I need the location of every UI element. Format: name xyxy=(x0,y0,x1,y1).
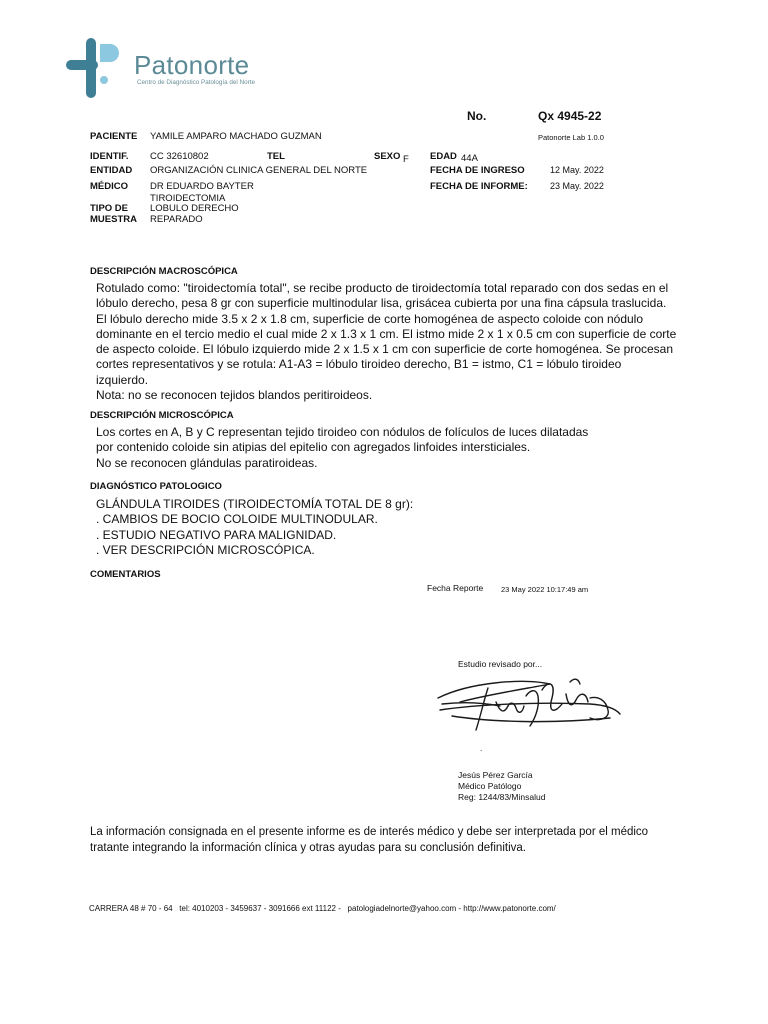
patonorte-logo xyxy=(64,36,264,100)
micro-title: DESCRIPCIÓN MICROSCÓPICA xyxy=(90,410,234,421)
diag-line: . ESTUDIO NEGATIVO PARA MALIGNIDAD. xyxy=(96,527,337,542)
sexo-label: SEXO xyxy=(374,151,401,162)
comentarios-title: COMENTARIOS xyxy=(90,569,161,580)
sexo-value: F xyxy=(403,154,409,165)
macro-line: lóbulo derecho, pesa 8 gr con superficie multinodular lisa, grisácea cubierta por una fina cápsula traslucida. xyxy=(96,296,667,311)
diagnostico-text xyxy=(96,497,696,558)
brand-name: Patonorte xyxy=(134,50,250,80)
micro-line: Los cortes en A, B y C representan tejido tiroideo con nódulos de folículos de luces dilatadas xyxy=(96,425,589,439)
micro-line: por contenido coloide sin atipias del epitelio con agregados linfoides intersticiales. xyxy=(96,440,531,455)
micro-line: No se reconocen glándulas paratiroideas. xyxy=(96,455,318,470)
diagnostico-title: DIAGNÓSTICO PATOLOGICO xyxy=(90,481,222,492)
macro-line: izquierdo. xyxy=(96,372,149,387)
tel-label: TEL xyxy=(267,151,285,162)
disclaimer-line: tratante integrando la información clínica y otras ayudas para su conclusión definitiva. xyxy=(90,841,526,854)
edad-label: EDAD xyxy=(430,151,457,162)
signature-dot: . xyxy=(480,744,483,753)
entidad-value: ORGANIZACIÓN CLINICA GENERAL DEL NORTE xyxy=(150,165,368,176)
edad-value: 44A xyxy=(461,153,478,164)
macro-line: de aspecto coloide. El lóbulo izquierdo mide 2 x 1.5 x 1 cm con superficie de corte homogénea. Se procesan xyxy=(96,342,674,357)
identif-value: CC 32610802 xyxy=(150,151,209,162)
medico-label: MÉDICO xyxy=(90,181,128,192)
paciente-value: YAMILE AMPARO MACHADO GUZMAN xyxy=(150,131,322,142)
fecha-reporte-label: Fecha Reporte xyxy=(427,583,484,593)
signer-registration: Reg: 1244/83/Minsalud xyxy=(458,792,546,802)
signature xyxy=(430,668,630,740)
cross-logo-icon xyxy=(64,36,128,100)
report-number: Qx 4945-22 xyxy=(538,109,602,123)
signer-role: Médico Patólogo xyxy=(458,781,522,791)
diag-line: . VER DESCRIPCIÓN MICROSCÓPICA. xyxy=(96,542,315,557)
tipo-muestra-label-2: MUESTRA xyxy=(90,214,137,225)
fecha-ingreso-value: 12 May. 2022 xyxy=(550,165,604,175)
macro-title: DESCRIPCIÓN MACROSCÓPICA xyxy=(90,266,238,277)
macro-line: Nota: no se reconocen tejidos blandos peritiroideos. xyxy=(96,388,373,403)
macro-line: El lóbulo derecho mide 3.5 x 2 x 1.8 cm, superficie de corte homogénea de aspecto coloide con nódulo xyxy=(96,311,644,326)
disclaimer xyxy=(90,825,648,856)
macro-line: cortes representativos y se rotula: A1-A3 = lóbulo tiroideo derecho, B1 = istmo, C1 = lóbulo tiroideo xyxy=(96,357,622,372)
fecha-informe-value: 23 May. 2022 xyxy=(550,181,604,191)
tipo-muestra-value-1: LOBULO DERECHO xyxy=(150,203,239,214)
fecha-reporte-value: 23 May 2022 10:17:49 am xyxy=(501,585,589,594)
disclaimer-line: La información consignada en el presente informe es de interés médico y debe ser interpretada por el médico xyxy=(90,826,649,838)
paciente-label: PACIENTE xyxy=(90,131,138,142)
micro-text xyxy=(96,425,696,471)
macro-line: dominante en el tercio medio el cual mide 2 x 1.3 x 1 cm. El istmo mide 2 x 1 x 0.5 cm con superficie de corte xyxy=(96,326,677,341)
diag-line: . CAMBIOS DE BOCIO COLOIDE MULTINODULAR. xyxy=(96,512,378,527)
signer-name: Jesús Pérez García xyxy=(458,770,533,780)
macro-line: Rotulado como: "tiroidectomía total", se recibe producto de tiroidectomía total reparado con dos sedas en el xyxy=(96,281,669,295)
identif-label: IDENTIF. xyxy=(90,151,129,162)
entidad-label: ENTIDAD xyxy=(90,165,133,176)
medico-extra: TIROIDECTOMIA xyxy=(150,193,226,204)
medico-value: DR EDUARDO BAYTER xyxy=(150,181,254,192)
tipo-muestra-value-2: REPARADO xyxy=(150,214,203,225)
footer-contact: CARRERA 48 # 70 - 64 tel: 4010203 - 3459637 - 3091666 ext 11122 - patologiadelnorte@yahoo.com - http://www.patonorte.com/ xyxy=(89,904,556,913)
diag-line: GLÁNDULA TIROIDES (TIROIDECTOMÍA TOTAL DE 8 gr): xyxy=(96,497,414,511)
fecha-informe-label: FECHA DE INFORME: xyxy=(430,181,528,192)
fecha-ingreso-label: FECHA DE INGRESO xyxy=(430,165,525,176)
brand-subtitle: Centro de Diagnóstico Patología del Norte xyxy=(137,79,255,86)
revisado-text: Estudio revisado por... xyxy=(458,659,543,669)
macro-text xyxy=(96,281,726,403)
report-no-label: No. xyxy=(467,109,487,123)
software-version: Patonorte Lab 1.0.0 xyxy=(538,133,604,142)
tipo-muestra-label-1: TIPO DE xyxy=(90,203,129,214)
